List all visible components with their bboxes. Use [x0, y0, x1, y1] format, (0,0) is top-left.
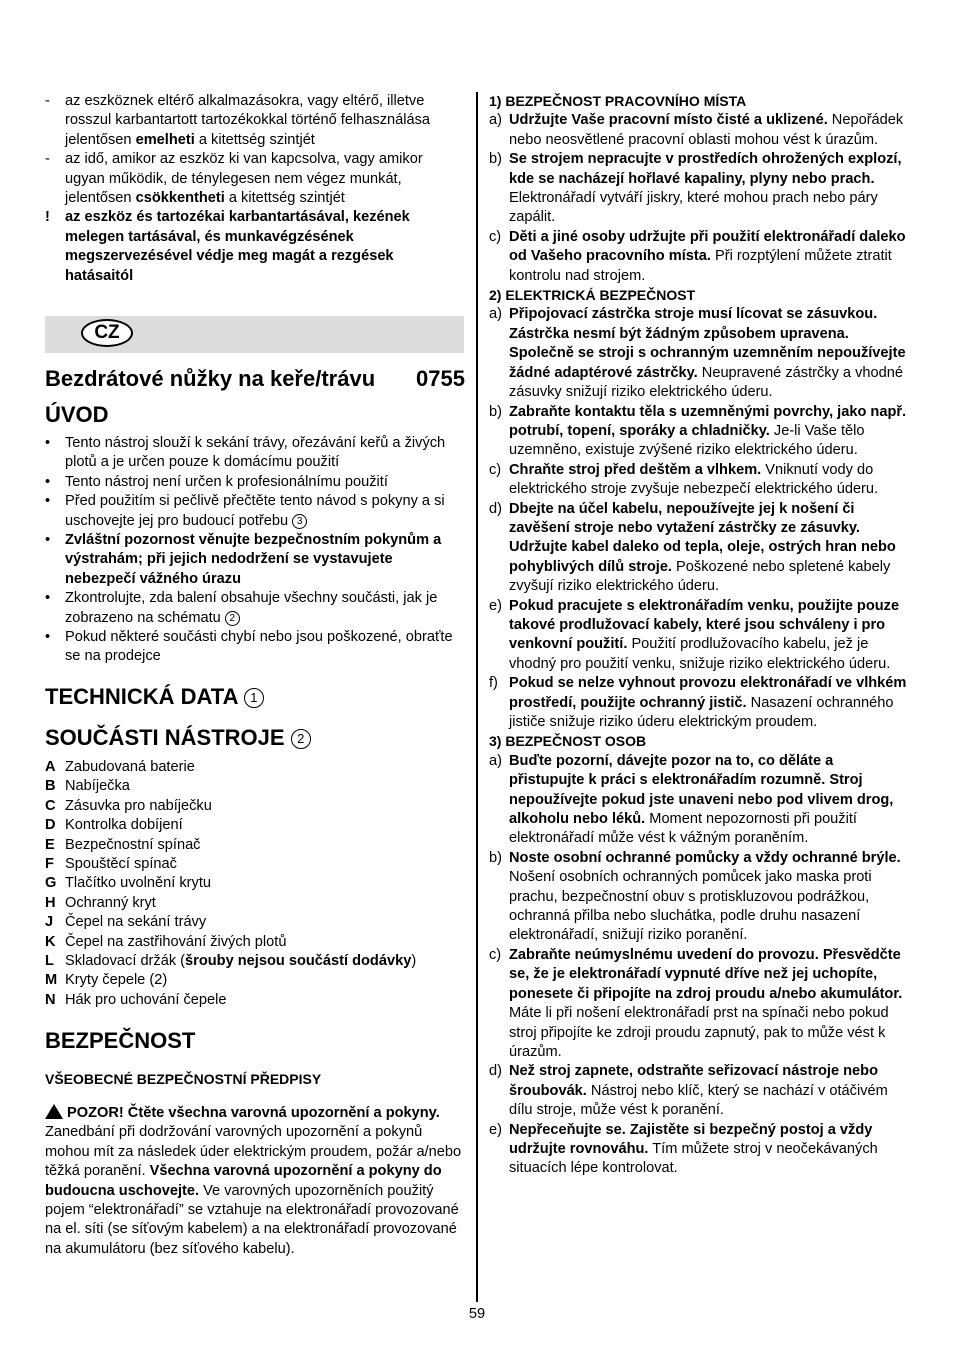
section-heading: 1) BEZPEČNOST PRACOVNÍHO MÍSTA	[489, 93, 747, 109]
bullet: •	[45, 435, 51, 451]
item-text: Děti a jiné osoby udržujte při použití elektronářadí daleko od Vašeho pracovního místa. Při rozptýlení můžete ztratit kontrolu nad strojem.	[509, 228, 906, 284]
item-text: Zabraňte kontaktu těla s uzemněnými povrchy, jako např. potrubí, topení, sporáky a chladničky. Je-li Vaše tělo uzemněno, existuje zvýšené riziko elektrického úderu.	[509, 403, 907, 459]
uvod-item	[45, 492, 465, 531]
item-marker: a)	[489, 752, 502, 769]
item-marker: a)	[489, 112, 502, 129]
tech-heading-text: TECHNICKÁ DATA	[45, 684, 238, 709]
part-letter: D	[45, 817, 56, 834]
hu-list	[45, 92, 465, 286]
part-letter: C	[45, 797, 56, 814]
part-letter: B	[45, 778, 56, 795]
uvod-item	[45, 589, 465, 628]
uvod-item	[45, 434, 465, 473]
uvod-item	[45, 628, 465, 667]
section-item	[489, 150, 911, 228]
list-marker: -	[45, 151, 50, 168]
item-text: Pokud pracujete s elektronářadím venku, použijte pouze takové prodlužovací kabely, které jsou schváleny i pro venkovní použití. Použití prodlužovacího kabelu, jež je vhodný pro použití venku, snižuje riziko elektrického úderu.	[509, 597, 900, 672]
hu-list-item	[45, 92, 465, 150]
part-item	[45, 816, 465, 835]
language-bar	[45, 316, 464, 353]
tech-ref: 1	[244, 688, 264, 708]
parts-list	[45, 758, 465, 1010]
section-item	[489, 500, 911, 597]
part-name: Kryty čepele (2)	[65, 972, 168, 989]
part-name: Zabudovaná baterie	[65, 759, 195, 775]
uvod-item-text: Před použitím si pečlivě přečtěte tento návod s pokyny a si uschovejte jej pro budoucí potřebu 3	[65, 493, 445, 529]
bullet: •	[45, 590, 51, 607]
hu-list-item	[45, 150, 465, 208]
item-text: Připojovací zástrčka stroje musí lícovat se zásuvkou. Zástrčka nesmí být žádným způsobem upravena. Společně se stroji s ochranným uzemněním nepoužívejte žádné adaptérové zástrčky. Neupravené zástrčky a vhodné zásuvky snižují riziko elektrického úderu.	[509, 306, 906, 401]
uvod-item-text: Pokud některé součásti chybí nebo jsou poškozené, obraťte se na prodejce	[65, 629, 453, 665]
list-marker: -	[45, 93, 50, 109]
item-marker: b)	[489, 151, 502, 168]
item-marker: e)	[489, 597, 502, 614]
section-item	[489, 403, 911, 461]
list-item-text: az eszköz és tartozékai karbantartásával, kezének melegen tartásával, és munkavégzésének megszervezésével védje meg magát a rezgések hatásaitól	[65, 209, 410, 284]
bullet: •	[45, 473, 51, 490]
part-item	[45, 913, 465, 932]
section-item	[489, 1062, 911, 1120]
part-name: Spouštěcí spínač	[65, 856, 177, 873]
part-item	[45, 797, 465, 816]
uvod-item	[45, 531, 465, 589]
part-name: Tlačítko uvolnění krytu	[65, 875, 212, 892]
part-item	[45, 991, 465, 1010]
safety-sections	[489, 92, 911, 1179]
part-item	[45, 758, 465, 777]
product-name: Bezdrátové nůžky na keře/trávu	[45, 366, 376, 391]
list-marker: !	[45, 209, 50, 226]
section-item	[489, 597, 911, 675]
part-letter: G	[45, 875, 57, 892]
section-item	[489, 849, 911, 946]
section-heading: 3) BEZPEČNOST OSOB	[489, 733, 647, 750]
section-item	[489, 1121, 911, 1179]
part-item	[45, 836, 465, 855]
part-name: Zásuvka pro nabíječku	[65, 797, 212, 814]
section-heading: 2) ELEKTRICKÁ BEZPEČNOST	[489, 287, 696, 304]
general-safety-heading: VŠEOBECNÉ BEZPEČNOSTNÍ PŘEDPISY	[45, 1071, 322, 1087]
item-marker: a)	[489, 306, 502, 323]
section-item	[489, 752, 911, 849]
list-item-text: az idő, amikor az eszköz ki van kapcsolva, vagy amikor ugyan működik, de ténylegesen nem végez munkát, jelentősen csökkentheti a kitettség szintjét	[65, 151, 423, 207]
item-text: Buďte pozorní, dávejte pozor na to, co děláte a přistupujte k práci s elektronářadím rozumně. Stroj nepoužívejte pokud jste unaveni nebo pod vlivem drog, alkoholu nebo léků. Moment nepozornosti při použití elektronářadí může vést k vážným poraněním.	[509, 752, 894, 847]
item-text: Pokud se nelze vyhnout provozu elektronářadí ve vlhkém prostředí, použijte ochranný jistič. Nasazení ochranného jističe snižuje riziko úderu elektrickým proudem.	[509, 675, 907, 730]
uvod-list	[45, 434, 465, 667]
section-item	[489, 461, 911, 500]
item-marker: c)	[489, 228, 502, 245]
part-name: Hák pro uchování čepele	[65, 991, 227, 1008]
item-text: Zabraňte neúmyslnému uvedení do provozu. Přesvědčte se, že je elektronářadí vypnuté dříve než jej uchopíte, ponesete či připojíte na zdroj proudu a/nebo akumulátor. Máte li při nošení elektronářadí prst na spínači nebo pokud stroj připojíte ke zdroji proudu zapnutý, pak to může vést k úrazům.	[509, 946, 903, 1060]
language-badge: CZ	[81, 319, 133, 347]
part-letter: N	[45, 991, 56, 1008]
hu-list-item	[45, 208, 465, 286]
bullet: •	[45, 493, 51, 510]
uvod-item-text: Zkontrolujte, zda balení obsahuje všechny součásti, jak je zobrazeno na schématu 2	[65, 590, 438, 626]
uvod-item	[45, 473, 465, 492]
tech-heading	[45, 684, 264, 710]
part-item	[45, 971, 465, 990]
product-title	[45, 366, 465, 392]
part-letter: M	[45, 972, 58, 989]
item-text: Dbejte na účel kabelu, nepoužívejte jej k nošení či zavěšení stroje nebo vytažení zástrčky ze zásuvky. Udržujte kabel daleko od tepla, oleje, ostrých hran nebo pohyblivých dílů stroje. Poškozené nebo spletené kabely zvyšují riziko elektrického úderu.	[509, 500, 896, 595]
part-name: Skladovací držák (šrouby nejsou součástí dodávky)	[65, 953, 417, 970]
parts-heading	[45, 725, 311, 751]
item-marker: b)	[489, 403, 502, 420]
item-marker: d)	[489, 1063, 502, 1080]
part-letter: F	[45, 856, 54, 873]
item-text: Se strojem nepracujte v prostředích ohrožených explozí, kde se nacházejí hořlavé kapaliny, plyny nebo prach. Elektronářadí vytváří jiskry, které mohou prach nebo páry zapálit.	[509, 151, 902, 226]
part-letter: K	[45, 933, 56, 950]
column-divider	[476, 92, 478, 1302]
uvod-item-text: Tento nástroj slouží k sekání trávy, ořezávání keřů a živých plotů a je určen pouze k domácímu použití	[65, 435, 446, 471]
item-marker: b)	[489, 849, 502, 866]
bullet: •	[45, 629, 51, 646]
part-name: Ochranný kryt	[65, 894, 156, 911]
uvod-item-text: Tento nástroj není určen k profesionálnímu použití	[65, 473, 388, 490]
section-item	[489, 946, 911, 1062]
warning-text: POZOR! Čtěte všechna varovná upozornění a pokyny. Zanedbání při dodržování varovných upozornění a pokynů mohou mít za následek úder elektrickým proudem, požár a/nebo těžká poranění. Všechna varovná upozornění a pokyny do budoucna uschovejte. Ve varovných upozorněních použitý pojem “elektronářadí” se vztahuje na elektronářadí provozované na el. síti (se síťovým kabelem) a na elektronářadí provozované na akumulátoru (bez síťového kabelu).	[45, 1105, 462, 1257]
item-text: Noste osobní ochranné pomůcky a vždy ochranné brýle. Nošení osobních ochranných pomůcek jako maska proti prachu, bezpečnostní obuv s protiskluzovou podrážkou, ochranná přilba nebo sluchátka, podle druhu nasazení elektronářadí, snižují riziko poranění.	[509, 849, 901, 944]
item-marker: f)	[489, 675, 498, 692]
item-text: Než stroj zapnete, odstraňte seřizovací nástroje nebo šroubovák. Nástroj nebo klíč, který se nachází v otáčivém dílu stroje, může vést k poranění.	[509, 1063, 888, 1119]
part-item	[45, 855, 465, 874]
section-item	[489, 111, 911, 150]
part-name: Nabíječka	[65, 778, 130, 795]
part-letter: E	[45, 836, 55, 853]
safety-heading: BEZPEČNOST	[45, 1028, 196, 1053]
part-name: Čepel na zastřihování živých plotů	[65, 933, 287, 950]
part-item	[45, 952, 465, 971]
item-marker: e)	[489, 1121, 502, 1138]
part-item	[45, 933, 465, 952]
section-item	[489, 305, 911, 402]
model-number: 0755	[416, 366, 465, 391]
list-item-text: az eszköznek eltérő alkalmazásokra, vagy eltérő, illetve rosszul karbantartott tartozékokkal történő felhasználása jelentősen emelheti a kitettség szintjét	[65, 93, 431, 148]
section-item	[489, 674, 911, 732]
bullet: •	[45, 532, 51, 549]
parts-heading-text: SOUČÁSTI NÁSTROJE	[45, 725, 285, 750]
item-marker: c)	[489, 946, 502, 963]
part-name: Kontrolka dobíjení	[65, 817, 183, 834]
item-text: Chraňte stroj před deštěm a vlhkem. Vniknutí vody do elektrického stroje zvyšuje nebezpečí elektrického úderu.	[509, 461, 879, 498]
page-number: 59	[468, 1306, 486, 1322]
section-item	[489, 228, 911, 286]
item-marker: c)	[489, 461, 502, 478]
parts-ref: 2	[291, 729, 311, 749]
uvod-item-text: Zvláštní pozornost věnujte bezpečnostním pokynům a výstrahám; při jejich nedodržení se vystavujete nebezpečí vážného úrazu	[65, 532, 442, 587]
warning-paragraph	[45, 1104, 465, 1259]
part-name: Čepel na sekání trávy	[65, 914, 207, 931]
part-item	[45, 894, 465, 913]
part-letter: L	[45, 953, 54, 970]
part-letter: H	[45, 894, 56, 911]
part-item	[45, 777, 465, 796]
warning-triangle-icon	[45, 1104, 63, 1119]
part-name: Bezpečnostní spínač	[65, 836, 201, 853]
item-text: Udržujte Vaše pracovní místo čisté a uklizené. Nepořádek nebo neosvětlené pracovní oblasti mohou vést k úrazům.	[509, 112, 904, 148]
uvod-heading: ÚVOD	[45, 402, 109, 427]
part-letter: J	[45, 914, 54, 931]
item-marker: d)	[489, 500, 502, 517]
part-letter: A	[45, 759, 56, 775]
part-item	[45, 874, 465, 893]
item-text: Nepřeceňujte se. Zajistěte si bezpečný postoj a vždy udržujte rovnováhu. Tím můžete stroj v neočekávaných situacích lépe kontrolovat.	[509, 1121, 878, 1177]
